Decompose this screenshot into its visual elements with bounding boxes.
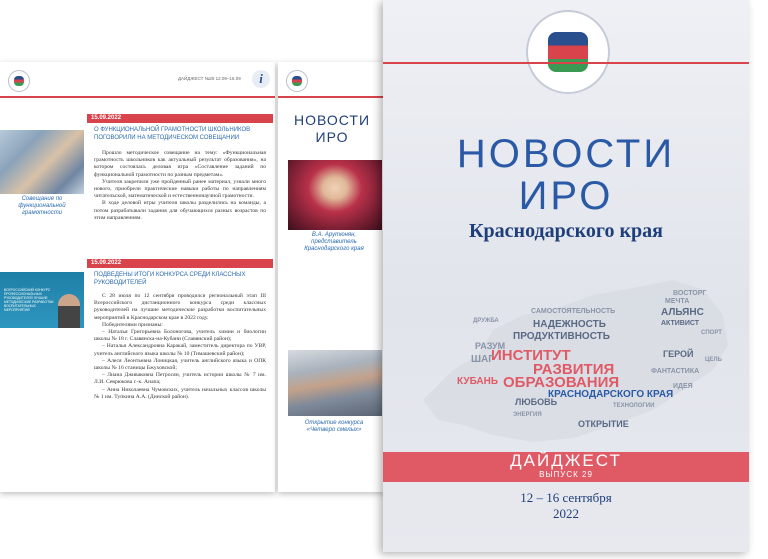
word-cloud-item: АЛЬЯНС	[661, 307, 704, 318]
iro-logo-icon	[286, 70, 308, 92]
word-cloud-item: ИДЕЯ	[673, 383, 693, 390]
word-cloud-item: ШАГ	[471, 354, 494, 365]
middle-page	[278, 62, 386, 492]
article2-image	[0, 272, 84, 328]
header-rule	[278, 96, 386, 98]
middle-caption-2: Открытие конкурса «Четверо смелых»	[304, 420, 364, 433]
word-cloud-item: РАЗУМ	[475, 341, 506, 351]
article2-paragraph: – Лиана Дживаковна Петросян, учитель истории школы № 7 им. Л.И. Севрюкова г.-к. Анапа;	[94, 372, 266, 386]
middle-page-title: НОВОСТИ ИРО	[293, 112, 371, 145]
word-cloud-item: ФАНТАСТИКА	[651, 368, 700, 375]
digest-year: 2022	[553, 506, 579, 521]
word-cloud-item: ПРОДУКТИВНОСТЬ	[513, 331, 610, 342]
article1-title[interactable]: О ФУНКЦИОНАЛЬНОЙ ГРАМОТНОСТИ ШКОЛЬНИКОВ ПОГОВОРИЛИ НА МЕТОДИЧЕСКОМ СОВЕЩАНИИ	[94, 127, 251, 141]
article1-paragraph: Учителя закрепили уже пройденный ранее материал, узнали много нового, приобрели практические навыки работы по направлениям читательской, математической и естественнонаучной грамотности.	[94, 178, 266, 200]
article1-caption: Совещание по функциональной грамотности	[18, 196, 66, 216]
header-rule	[0, 96, 275, 98]
word-cloud-item: СПОРТ	[701, 330, 722, 336]
word-cloud-item: НАДЕЖНОСТЬ	[533, 319, 606, 330]
article2-image-person	[58, 294, 80, 328]
header-text: ДАЙДЖЕСТ №29 12.09–16.09	[178, 76, 241, 81]
word-cloud-item: КУБАНЬ	[457, 376, 499, 387]
word-cloud-item: ЦЕЛЬ	[705, 357, 722, 363]
article1-paragraph: В ходе деловой игры учителя школы разделились на команды, а потом разрабатывали задания для обучающихся разных возрастов по этим направлениям.	[94, 200, 266, 221]
iro-logo-icon	[8, 70, 30, 92]
word-cloud-item: ОБРАЗОВАНИЯ	[503, 374, 620, 391]
word-cloud-item: ЛЮБОВЬ	[515, 397, 558, 407]
word-cloud-item: ЭНЕРГИЯ	[513, 412, 542, 418]
word-cloud-item: ИНСТИТУТ	[491, 347, 571, 364]
middle-photo-2	[288, 350, 382, 416]
article1-date: 15.09.2022	[87, 114, 273, 123]
cover-rule	[383, 62, 749, 64]
article2-paragraph: – Анна Николаевна Чумовских, учитель начальных классов школы № 1 им. Тупкина А.А. (Динской район).	[94, 386, 266, 400]
word-cloud-item: КРАСНОДАРСКОГО КРАЯ	[548, 389, 674, 400]
word-cloud-item: ОТКРЫТИЕ	[578, 419, 629, 429]
word-cloud-item: ТЕХНОЛОГИИ	[613, 403, 655, 409]
article1-body	[94, 150, 266, 222]
article1-paragraph: Прошло методическое совещание на тему: «Функциональная грамотность школьников как актуальный результат образования», на котором состоялась деловая игра «Составление заданий по функциональной грамотности по разным предметам».	[94, 150, 266, 178]
article2-paragraph: Победителями признаны:	[102, 321, 163, 328]
middle-caption-1: В.А. Арутюнян, представитель Краснодарского края	[304, 232, 364, 252]
info-icon: i	[252, 70, 270, 88]
digest-dates: 12 – 16 сентября	[520, 490, 612, 505]
article2-paragraph: С 28 июля по 12 сентября проводился региональный этап III Всероссийского дистанционного конкурса среди классных руководителей на лучшие методические разработки воспитательных мероприятий в Краснодарском крае в 2022 году.	[94, 293, 266, 321]
word-cloud-item: ВОСТОРГ	[673, 290, 707, 297]
article2-paragraph: – Наталья Григорьевна Болоногова, учитель химии и биологии школы № 18 г. Славянска-на-Кубани (Славянский район);	[94, 329, 266, 343]
word-cloud-item: МЕЧТА	[665, 298, 690, 305]
cover-title-line2: ИРО	[518, 174, 614, 218]
article1-photo	[0, 130, 84, 194]
word-cloud-item: ДРУЖБА	[473, 318, 499, 324]
digest-banner	[383, 452, 749, 482]
word-cloud-item: ГЕРОЙ	[663, 349, 694, 359]
cover-title-line1: НОВОСТИ	[456, 132, 676, 176]
article2-date: 15.09.2022	[87, 259, 273, 268]
article2-image-text: ВСЕРОССИЙСКИЙ КОНКУРС ПРОФЕССИОНАЛЬНЫХ РУКОВОДИТЕЛЕЙ ЛУЧШИЕ МЕТОДИЧЕСКИЕ РАЗРАБОТКИ ВОСПИТАТЕЛЬНЫХ МЕРОПРИЯТИЙ	[4, 288, 54, 312]
banner-title: ДАЙДЖЕСТ	[510, 451, 622, 470]
word-cloud-item: САМОСТОЯТЕЛЬНОСТЬ	[531, 308, 616, 315]
article2-title[interactable]: ПОДВЕДЕНЫ ИТОГИ КОНКУРСА СРЕДИ КЛАССНЫХ РУКОВОДИТЕЛЕЙ	[94, 272, 246, 286]
article2-body	[94, 293, 266, 401]
article2-paragraph: – Наталья Александровна Каракай, заместитель директора по УВР, учитель английского языка школы № 10 (Тимашевский район);	[94, 343, 266, 357]
word-cloud-item: АКТИВИСТ	[661, 320, 700, 327]
middle-photo-1	[288, 160, 382, 230]
word-cloud-item: РАЗВИТИЯ	[533, 361, 615, 378]
cover-region: Краснодарского края	[469, 220, 663, 242]
iro-logo-icon	[526, 10, 610, 94]
article2-paragraph: – Алеся Леонтьевна Лоницкая, учитель английского языка и ОПК школы № 16 станицы Бжуховской;	[94, 357, 266, 372]
banner-issue: ВЫПУСК 29	[539, 470, 593, 479]
cover-page	[383, 0, 749, 552]
left-page	[0, 62, 275, 492]
